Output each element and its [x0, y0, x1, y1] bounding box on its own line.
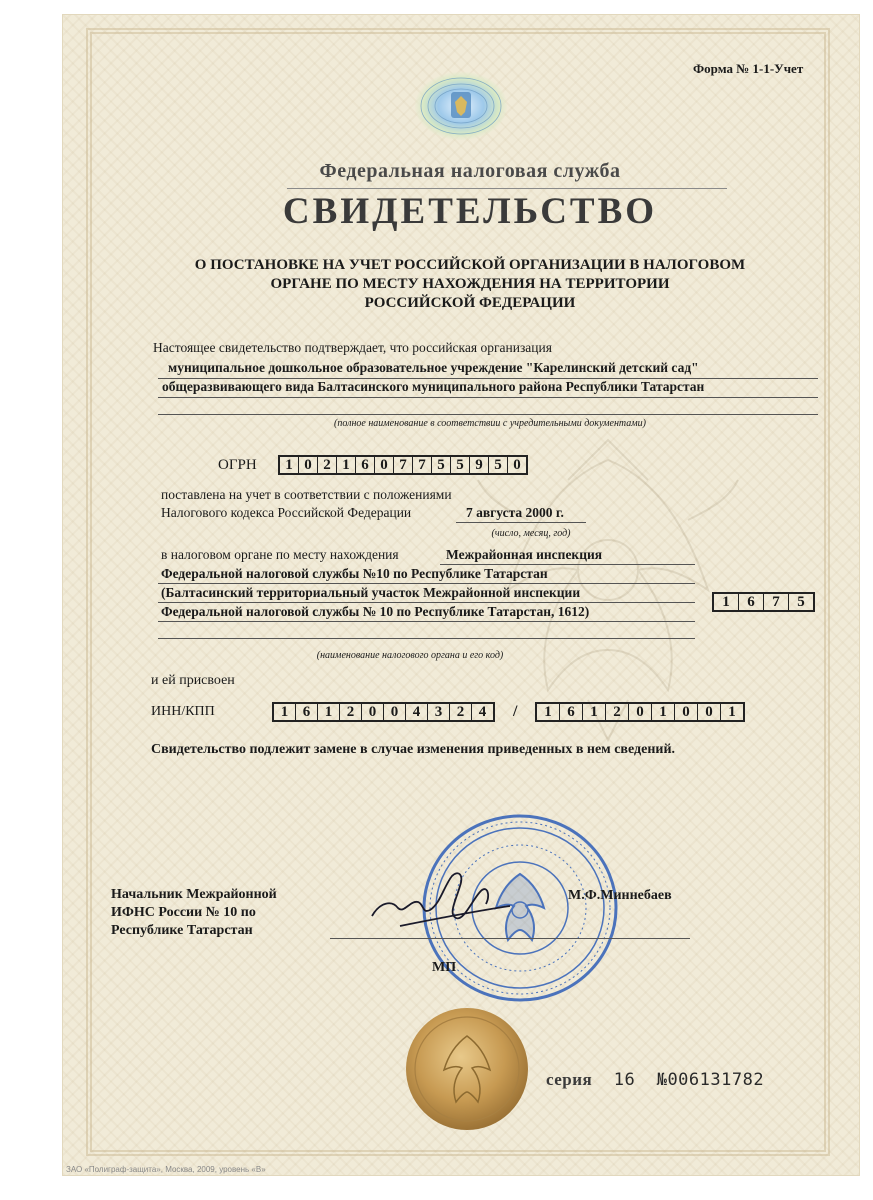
subtitle-line: ОРГАНЕ ПО МЕСТУ НАХОЖДЕНИЯ НА ТЕРРИТОРИИ: [270, 276, 670, 292]
kpp-digit: 1: [537, 704, 560, 720]
org-name-line-1: муниципальное дошкольное образовательное учреждение "Карелинский детский сад": [168, 360, 699, 375]
subtitle-line: РОССИЙСКОЙ ФЕДЕРАЦИИ: [364, 295, 576, 311]
ogrn-digit: 0: [513, 457, 521, 473]
kpp-digit: 1: [583, 704, 606, 720]
tax-office-underline-1: [440, 564, 695, 565]
document-title: СВИДЕТЕЛЬСТВО: [282, 191, 658, 232]
tax-office-code-digit: 6: [739, 594, 764, 610]
signer-position-line: Начальник Межрайонной: [111, 887, 277, 902]
inn-digit: 2: [450, 704, 472, 720]
ogrn-digit: 0: [375, 457, 394, 473]
registered-text-2: Налогового кодекса Российской Федерации: [161, 505, 412, 520]
signature-underline: [330, 938, 690, 939]
ogrn-digit: 1: [280, 457, 299, 473]
ogrn-digit: 9: [470, 457, 489, 473]
tax-office-underline-4: [158, 621, 695, 622]
inn-digit: 4: [406, 704, 428, 720]
tax-office-prefix: в налоговом органе по месту нахождения: [161, 547, 399, 562]
inn-digit: 1: [274, 704, 296, 720]
kpp-digit-boxes: [535, 702, 745, 722]
kpp-digit: 0: [675, 704, 698, 720]
inn-digit-boxes: [272, 702, 495, 722]
kpp-digit: 0: [629, 704, 652, 720]
inn-digit: 0: [384, 704, 406, 720]
registered-text-1: поставлена на учет в соответствии с положениями: [161, 487, 452, 502]
series-label: серия: [546, 1070, 593, 1089]
org-name-line-2: общеразвивающего вида Балтасинского муниципального района Республики Татарстан: [162, 379, 705, 394]
signature-icon: [360, 856, 520, 946]
inn-digit: 3: [428, 704, 450, 720]
kpp-digit: 2: [606, 704, 629, 720]
tax-office-line-4: Федеральной налоговой службы № 10 по Республике Татарстан, 1612): [161, 604, 590, 619]
inn-digit: 1: [318, 704, 340, 720]
signer-name: М.Ф.Миннебаев: [568, 888, 672, 903]
org-name-underline-2: [158, 397, 818, 398]
replacement-notice: Свидетельство подлежит замене в случае изменения приведенных в нем сведений.: [151, 742, 676, 757]
inn-digit: 4: [478, 704, 487, 720]
series-and-number: [546, 1070, 764, 1090]
tax-office-line-3: (Балтасинский территориальный участок Межрайонной инспекции: [161, 585, 581, 600]
ogrn-digit: 5: [451, 457, 470, 473]
ogrn-digit: 2: [318, 457, 337, 473]
tax-office-code-digit: 5: [797, 594, 805, 610]
inn-digit: 6: [296, 704, 318, 720]
gold-seal-icon: [404, 1006, 530, 1132]
tax-office-code-digit: 7: [764, 594, 789, 610]
inn-kpp-label: ИНН/КПП: [151, 704, 215, 719]
agency-name: Федеральная налоговая служба: [319, 160, 621, 182]
assigned-text: и ей присвоен: [151, 673, 235, 688]
tax-office-underline-3: [158, 602, 695, 603]
intro-text: Настоящее свидетельство подтверждает, что российская организация: [153, 340, 552, 355]
ogrn-digit: 7: [394, 457, 413, 473]
form-number: Форма № 1-1-Учет: [693, 61, 804, 76]
subtitle-line: О ПОСТАНОВКЕ НА УЧЕТ РОССИЙСКОЙ ОРГАНИЗАЦИИ В НАЛОГОВОМ: [194, 257, 746, 273]
kpp-digit: 0: [698, 704, 721, 720]
ogrn-digit: 0: [299, 457, 318, 473]
tax-office-underline-2: [158, 583, 695, 584]
org-name-caption: (полное наименование в соответствии с учредительными документами): [334, 418, 646, 429]
kpp-digit: 1: [728, 704, 736, 720]
stamp-place-label: МП: [432, 960, 457, 975]
serial-number: №006131782: [656, 1070, 765, 1090]
tax-office-code-boxes: [712, 592, 815, 612]
ogrn-label: ОГРН: [218, 457, 257, 473]
agency-rule: [287, 188, 727, 189]
ogrn-digit: 1: [337, 457, 356, 473]
signer-position-line: ИФНС России № 10 по: [111, 905, 256, 920]
tax-office-line-2: Федеральной налоговой службы №10 по Республике Татарстан: [161, 566, 548, 581]
ogrn-digit: 5: [489, 457, 508, 473]
inn-digit: 2: [340, 704, 362, 720]
signer-position-line: Республике Татарстан: [111, 923, 253, 938]
hologram-emblem-icon: [413, 68, 509, 140]
inn-digit: 0: [362, 704, 384, 720]
signer-position: [111, 886, 277, 940]
kpp-digit: 1: [652, 704, 675, 720]
ogrn-digit-boxes: [278, 455, 528, 475]
series-value: 16: [613, 1070, 636, 1090]
tax-office-code-digit: 1: [714, 594, 739, 610]
ogrn-digit: 5: [432, 457, 451, 473]
ogrn-digit: 7: [413, 457, 432, 473]
ogrn-digit: 6: [356, 457, 375, 473]
registration-date: 7 августа 2000 г.: [466, 505, 564, 520]
date-underline: [456, 522, 586, 523]
org-name-underline-3: [158, 414, 818, 415]
tax-office-caption: (наименование налогового органа и его код): [316, 650, 504, 661]
tax-office-underline-5: [158, 638, 695, 639]
kpp-digit: 6: [560, 704, 583, 720]
date-caption: (число, месяц, год): [491, 528, 571, 539]
tax-office-line-1: Межрайонная инспекция: [446, 547, 603, 562]
document-subtitle: [140, 256, 800, 313]
inn-kpp-separator: /: [513, 703, 518, 720]
printer-imprint: ЗАО «Полиграф-защита», Москва, 2009, уровень «В»: [66, 1165, 266, 1174]
